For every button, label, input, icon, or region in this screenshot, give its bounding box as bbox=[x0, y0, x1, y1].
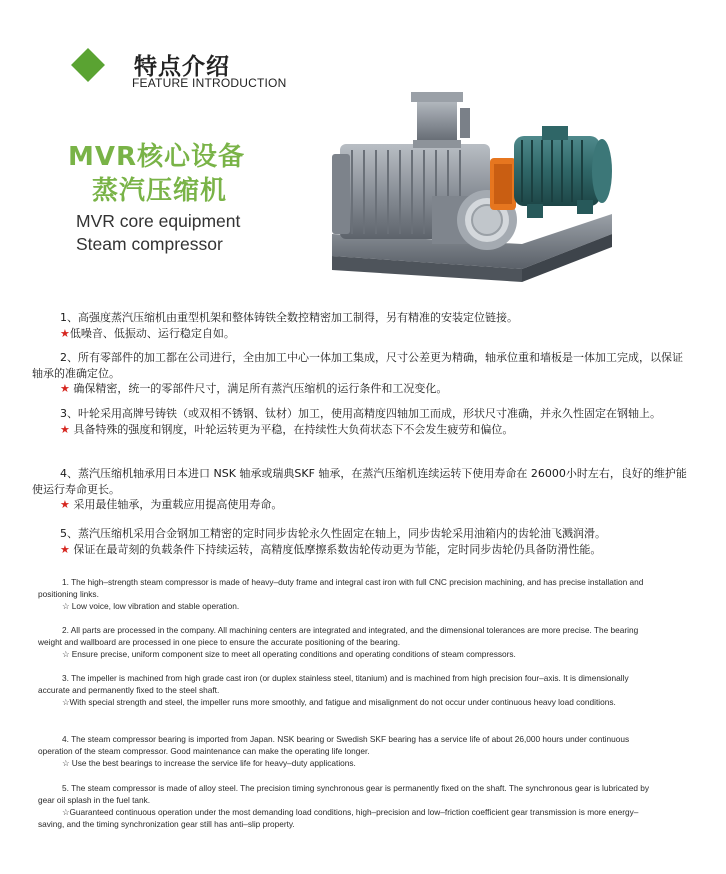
hero-title-en-line1: MVR core equipment bbox=[76, 211, 241, 231]
feature-en-text: 4. The steam compressor bearing is imported from Japan. NSK bearing or Swedish SKF bearing has a service life of about 26,000 hours under continuous operation of the steam compressor. Good maintenance can make the operating life longer. bbox=[38, 734, 630, 756]
red-star-icon: ★ bbox=[60, 498, 74, 511]
feature-en-4 bbox=[38, 733, 660, 769]
feature-cn-highlight bbox=[32, 326, 692, 342]
feature-en-text: 3. The impeller is machined from high grade cast iron (or duplex stainless steel, titanium) and is machined from high precision four–axis. It is dimensionally accurate and permanently fixed to the steel shaft. bbox=[38, 673, 629, 695]
feature-en-text: 1. The high–strength steam compressor is made of heavy–duty frame and integral cast iron with full CNC precision machining, and has precise installation and positioning links. bbox=[38, 577, 644, 599]
red-star-icon: ★ bbox=[60, 326, 70, 340]
feature-cn-highlight-text: 采用最佳轴承，为重载应用提高使用寿命。 bbox=[73, 498, 283, 511]
feature-cn-text: 2、所有零部件的加工都在公司进行，全由加工中心一体加工集成，尺寸公差更为精确，轴承位重和墙板是一体加工完成，以保证轴承的准确定位。 bbox=[32, 351, 683, 380]
feature-cn-highlight bbox=[32, 422, 692, 438]
steam-compressor-image bbox=[322, 84, 622, 294]
feature-en-highlight: ☆Guaranteed continuous operation under the most demanding load conditions, high–precision and low–friction coefficient gear transmission is more energy–saving, and the timing synchronization gear still has anti–slip property. bbox=[38, 807, 639, 829]
feature-en-5 bbox=[38, 782, 660, 830]
feature-en-highlight: ☆ Use the best bearings to increase the service life for heavy–duty applications. bbox=[62, 758, 356, 768]
feature-cn-text: 3、叶轮采用高牌号铸铁（或双相不锈钢、钛材）加工，使用高精度四轴加工而成，形状尺寸准确，并永久性固定在钢轴上。 bbox=[60, 407, 661, 420]
red-star-icon: ★ bbox=[60, 542, 74, 556]
red-star-icon: ★ bbox=[60, 422, 74, 436]
feature-cn-highlight bbox=[32, 381, 692, 397]
section-title-en: FEATURE INTRODUCTION bbox=[132, 76, 287, 90]
feature-cn-highlight bbox=[32, 542, 692, 558]
feature-cn-4 bbox=[32, 466, 692, 513]
feature-cn-1 bbox=[32, 310, 692, 341]
feature-cn-text: 5、蒸汽压缩机采用合金钢加工精密的定时同步齿轮永久性固定在轴上，同步齿轮采用油箱内的齿轮油飞溅润滑。 bbox=[60, 527, 606, 540]
feature-en-2 bbox=[38, 624, 660, 660]
feature-cn-2 bbox=[32, 350, 692, 397]
feature-cn-highlight-text: 确保精密，统一的零部件尺寸，满足所有蒸汽压缩机的运行条件和工况变化。 bbox=[73, 382, 448, 395]
feature-en-highlight: ☆ Low voice, low vibration and stable operation. bbox=[62, 601, 240, 611]
feature-cn-highlight bbox=[32, 497, 692, 513]
feature-en-1 bbox=[38, 576, 660, 612]
feature-cn-3 bbox=[32, 406, 692, 437]
section-title-cn: 特点介绍 bbox=[134, 54, 230, 80]
hero-title-en-line2: Steam compressor bbox=[76, 234, 223, 254]
feature-cn-highlight-text: 保证在最苛刻的负载条件下持续运转，高精度低摩擦系数齿轮传动更为节能，定时同步齿轮仍具备防滑性能。 bbox=[73, 542, 602, 556]
feature-cn-highlight-text: 低噪音、低振动、运行稳定自如。 bbox=[69, 326, 235, 340]
feature-en-highlight: ☆ Ensure precise, uniform component size to meet all operating conditions and operating conditions of steam compressors. bbox=[62, 649, 516, 659]
feature-en-text: 5. The steam compressor is made of alloy steel. The precision timing synchronous gear is permanently fixed on the shaft. The synchronous gear is lubricated by gear oil splash in the fuel tank. bbox=[38, 783, 650, 805]
feature-cn-5 bbox=[32, 526, 692, 557]
hero-title-cn-line1: MVR核心设备 bbox=[68, 142, 246, 172]
red-star-icon: ★ bbox=[60, 382, 74, 395]
feature-en-text: 2. All parts are processed in the company. All machining centers are integrated and integrated, and the dimensional tolerances are more precise. The bearing weight and wallboard are processed in one piece to ensure the accurate positioning of the bearing. bbox=[38, 625, 639, 647]
feature-cn-highlight-text: 具备特殊的强度和钢度，叶轮运转更为平稳，在持续性大负荷状态下不会发生疲劳和偏位。 bbox=[73, 422, 514, 436]
green-diamond-icon bbox=[71, 48, 105, 82]
feature-en-highlight: ☆With special strength and steel, the impeller runs more smoothly, and fatigue and misalignment do not occur under continuous heavy load conditions. bbox=[62, 697, 616, 707]
feature-en-3 bbox=[38, 672, 660, 708]
hero-title-cn-line2: 蒸汽压缩机 bbox=[92, 176, 228, 206]
feature-cn-text: 4、蒸汽压缩机轴承用日本进口 NSK 轴承或瑞典SKF 轴承，在蒸汽压缩机连续运转下使用寿命在 26000小时左右，良好的维护能使运行寿命更长。 bbox=[32, 467, 687, 496]
feature-cn-text: 1、高强度蒸汽压缩机由重型机架和整体铸铁全数控精密加工制得，另有精准的安装定位链接。 bbox=[60, 311, 518, 324]
